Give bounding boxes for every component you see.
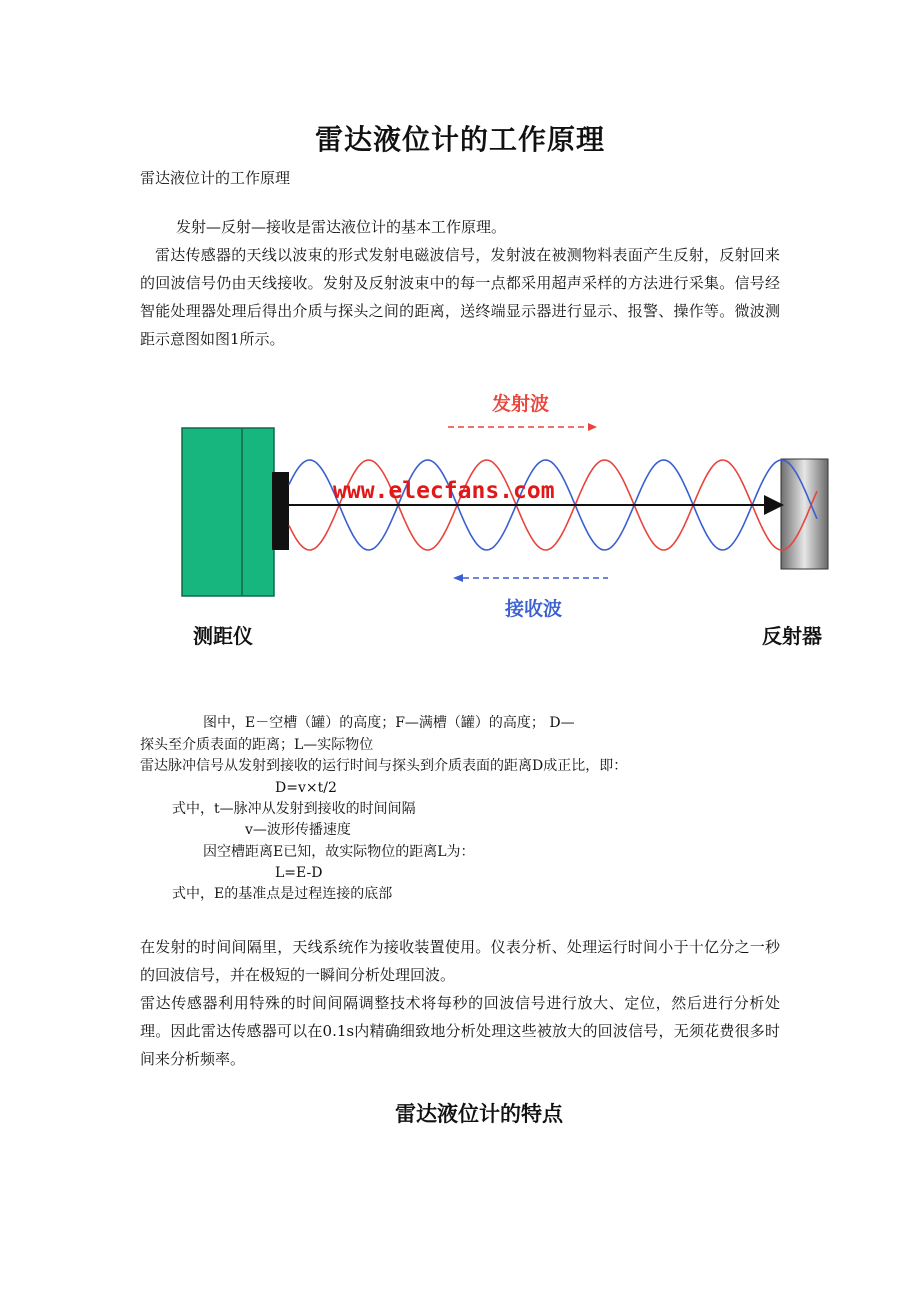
microwave-ranging-figure	[150, 370, 850, 660]
relation-line: 雷达脉冲信号从发射到接收的运行时间与探头到介质表面的距离D成正比，即：	[140, 758, 628, 774]
formula-note-t: 式中，t—脉冲从发射到接收的时间间隔	[172, 801, 416, 817]
legend-line-2: 探头至介质表面的距离；L—实际物位	[140, 737, 374, 753]
subtitle: 雷达液位计的工作原理	[140, 169, 291, 187]
page-title: 雷达液位计的工作原理	[314, 123, 605, 156]
section-title: 雷达液位计的特点	[395, 1101, 563, 1126]
paragraph-time-adjust: 雷达传感器利用特殊的时间间隔调整技术将每秒的回波信号进行放大、定位，然后进行分析处理。因此雷达传感器可以在0.1s内精确细致地分析处理这些被放大的回波信号，无须花费很多时间来分析频率。	[140, 994, 780, 1068]
label-received-wave: 接收波	[505, 598, 563, 620]
emit-arrowhead	[588, 423, 597, 431]
reflector-plate	[781, 459, 828, 569]
formula-note-v: v—波形传播速度	[245, 822, 351, 838]
receive-arrowhead	[453, 574, 463, 582]
empty-tank-line: 因空槽距离E已知，故实际物位的距离L为：	[203, 844, 475, 860]
rangefinder-body	[182, 428, 274, 596]
legend-line-1: 图中，E－空槽（罐）的高度；F—满槽（罐）的高度； D—	[203, 715, 575, 731]
label-reflector: 反射器	[762, 624, 822, 648]
formula-level-note: 式中，E的基准点是过程连接的底部	[172, 886, 393, 902]
label-rangefinder: 测距仪	[193, 624, 253, 648]
antenna	[272, 472, 289, 550]
paragraph-receive-mode: 在发射的时间间隔里，天线系统作为接收装置使用。仪表分析、处理运行时间小于十亿分之一秒的回波信号，并在极短的一瞬间分析处理回波。	[140, 938, 780, 984]
watermark: www.elecfans.com	[333, 478, 555, 504]
paragraph-principle: 雷达传感器的天线以波束的形式发射电磁波信号，发射波在被测物料表面产生反射，反射回来的回波信号仍由天线接收。发射及反射波束中的每一点都采用超声采样的方法进行采集。信号经智能处理器处理后得出介质与探头之间的距离，送终端显示器进行显示、报警、操作等。微波测距示意图如图1所示。	[140, 246, 780, 348]
intro-line: 发射—反射—接收是雷达液位计的基本工作原理。	[176, 218, 507, 236]
label-emitted-wave: 发射波	[492, 393, 550, 415]
formula-distance: D=v×t/2	[275, 780, 337, 796]
formula-level: L=E-D	[275, 865, 323, 881]
